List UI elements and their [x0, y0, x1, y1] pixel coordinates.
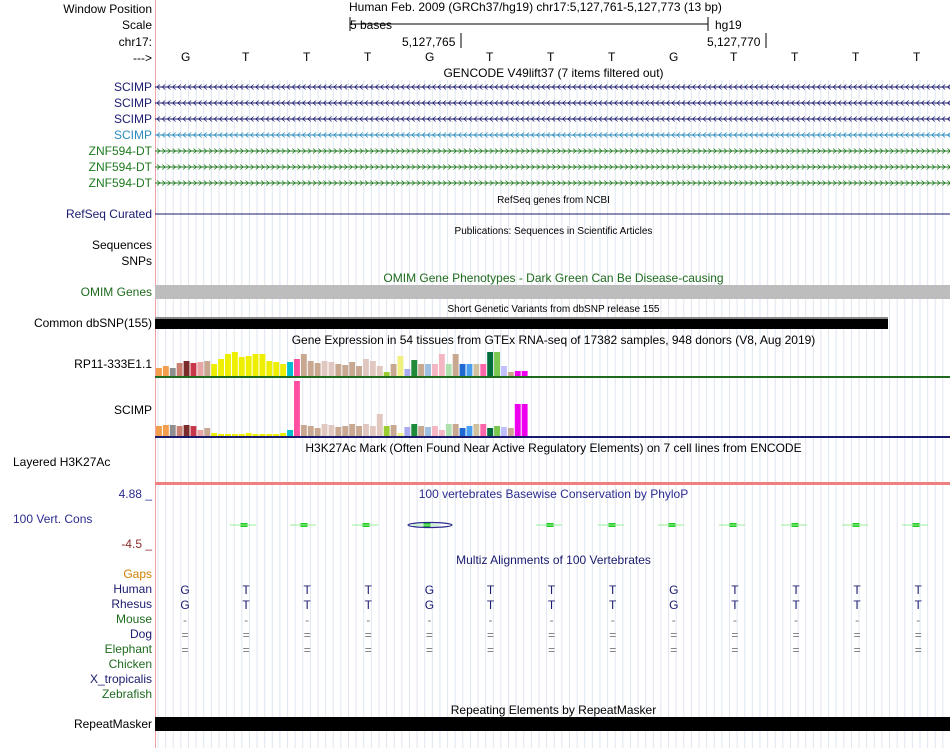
track-label-sequences[interactable]: Sequences [91, 238, 152, 252]
base-letter: T [303, 50, 311, 64]
alignment-char: - [794, 613, 798, 627]
track-label-gtex-gene2[interactable]: SCIMP [113, 403, 152, 417]
alignment-char: T [364, 598, 372, 612]
alignment-char: T [303, 598, 311, 612]
gtex-bar-rp11 [418, 364, 424, 376]
alignment-char: = [486, 628, 495, 642]
gtex-bar-rp11 [266, 361, 272, 376]
species-label-chicken[interactable]: Chicken [108, 657, 152, 671]
species-label-rhesus[interactable]: Rhesus [111, 597, 152, 611]
repeatmasker-bar [155, 717, 950, 731]
gtex-bar-scimp [322, 424, 328, 436]
gtex-bar-scimp [329, 425, 335, 436]
alignment-char: - [183, 613, 187, 627]
gtex-bar-scimp [370, 426, 376, 436]
alignment-char: T [242, 583, 250, 597]
gtex-bar-scimp [432, 426, 438, 436]
base-letter: T [547, 50, 555, 64]
gtex-bar-scimp [473, 424, 479, 436]
alignment-char: = [548, 628, 556, 642]
track-label-gaps: Gaps [123, 567, 152, 581]
scale-text: 5 bases [350, 18, 393, 32]
phylop-max-label: 4.88 _ [118, 487, 152, 501]
alignment-char: G [424, 583, 435, 597]
alignment-char: T [609, 598, 617, 612]
alignment-char: = [792, 628, 800, 642]
track-label-gencode-6[interactable]: ZNF594-DT [88, 160, 152, 174]
alignment-char: = [914, 628, 922, 642]
alignment-char: - [305, 613, 310, 627]
gtex-bar-rp11 [211, 364, 217, 376]
gtex-bar-rp11 [515, 371, 521, 376]
alignment-char: = [242, 628, 250, 642]
scale-label: Scale [121, 18, 152, 32]
gtex-bar-rp11 [335, 364, 341, 376]
alignment-char: = [425, 643, 433, 657]
gtex-bar-rp11 [163, 366, 169, 376]
alignment-char: T [914, 583, 922, 597]
gtex-bar-scimp [197, 430, 203, 436]
gtex-bar-rp11 [329, 362, 335, 376]
species-label-mouse[interactable]: Mouse [115, 612, 152, 626]
gtex-bar-scimp [287, 430, 293, 436]
gtex-bar-scimp [391, 425, 397, 436]
alignment-char: - [366, 613, 371, 627]
gtex-bar-rp11 [467, 364, 473, 376]
alignment-char: = [303, 628, 311, 642]
gtex-bar-scimp [522, 404, 528, 436]
gtex-bar-rp11 [425, 364, 431, 376]
gtex-bar-scimp [439, 430, 445, 436]
alignment-char: T [792, 598, 800, 612]
gtex-bar-rp11 [225, 354, 231, 376]
gtex-bar-scimp [356, 426, 362, 436]
gtex-bar-rp11 [301, 354, 307, 376]
gtex-bar-rp11 [404, 369, 410, 376]
gtex-bar-scimp [280, 433, 286, 436]
gtex-bar-rp11 [260, 354, 266, 376]
alignment-char: = [792, 643, 800, 657]
base-letter: T [364, 50, 372, 64]
alignment-char: T [242, 598, 250, 612]
alignment-char: - [732, 613, 737, 627]
species-label-human[interactable]: Human [113, 582, 152, 596]
gtex-bar-scimp [177, 426, 183, 436]
alignment-char: = [731, 628, 739, 642]
alignment-char: T [364, 583, 372, 597]
base-letter: T [730, 50, 738, 64]
repeatmasker-title: Repeating Elements by RepeatMasker [450, 703, 657, 717]
gtex-bar-scimp [211, 433, 217, 436]
base-letter: T [486, 50, 494, 64]
alignment-char: T [792, 583, 800, 597]
gtex-bar-rp11 [411, 360, 417, 376]
species-label-dog[interactable]: Dog [129, 627, 152, 641]
publications-title: Publications: Sequences in Scientific Articles [454, 226, 653, 237]
phylop-title: 100 vertebrates Basewise Conservation by PhyloP [418, 487, 689, 501]
gtex-bar-rp11 [246, 356, 252, 376]
alignment-char: = [609, 643, 617, 657]
gtex-bar-scimp [508, 428, 514, 436]
track-label-dbsnp[interactable]: Common dbSNP(155) [33, 316, 152, 330]
alignment-char: - [610, 613, 615, 627]
alignment-char: T [914, 598, 922, 612]
track-label-gencode-1[interactable]: SCIMP [113, 80, 152, 94]
gtex-bar-rp11 [384, 372, 390, 376]
gtex-bar-rp11 [342, 365, 348, 376]
alignment-char: G [180, 598, 190, 612]
alignment-char: T [486, 583, 495, 597]
omim-bar [155, 285, 950, 299]
alignment-char: T [853, 583, 861, 597]
alignment-char: - [671, 613, 676, 627]
gtex-bar-scimp [308, 426, 314, 436]
alignment-char: - [488, 613, 493, 627]
base-letter: T [913, 50, 921, 64]
browser-image-area[interactable] [155, 0, 950, 748]
gtex-bar-rp11 [398, 356, 404, 376]
gtex-bar-rp11 [349, 362, 355, 376]
gtex-bar-rp11 [170, 368, 176, 376]
alignment-char: T [547, 598, 556, 612]
gtex-bar-rp11 [460, 364, 466, 376]
gtex-bar-scimp [494, 426, 500, 436]
alignment-char: = [303, 643, 311, 657]
gtex-bar-rp11 [197, 362, 203, 376]
gtex-bar-scimp [404, 427, 410, 436]
omim-title: OMIM Gene Phenotypes - Dark Green Can Be Disease-causing [383, 271, 724, 285]
gtex-bar-scimp [467, 426, 473, 436]
alignment-char: G [424, 598, 435, 612]
gtex-bar-scimp [170, 425, 176, 436]
track-label-snps[interactable]: SNPs [121, 254, 152, 268]
gtex-bar-scimp [515, 404, 521, 436]
base-letter: T [608, 50, 616, 64]
gtex-bar-scimp [363, 424, 369, 436]
gtex-bar-scimp [349, 424, 355, 436]
alignment-char: = [242, 643, 250, 657]
alignment-char: = [731, 643, 739, 657]
gtex-bar-scimp [501, 427, 507, 436]
gtex-bar-scimp [335, 427, 341, 436]
gtex-bar-rp11 [287, 362, 293, 376]
alignment-char: = [914, 643, 922, 657]
gtex-bar-scimp [266, 434, 272, 436]
alignment-char: - [427, 613, 432, 627]
track-label-refseq[interactable]: RefSeq Curated [65, 207, 152, 221]
alignment-char: = [853, 643, 861, 657]
gtex-bar-rp11 [322, 361, 328, 376]
window-position-label: Window Position [63, 2, 152, 16]
gtex-bar-scimp [418, 426, 424, 436]
gtex-bar-scimp [232, 434, 238, 436]
gtex-bar-scimp [460, 428, 466, 436]
gtex-bar-scimp [446, 424, 452, 436]
alignment-char: = [181, 628, 189, 642]
track-label-repeatmasker[interactable]: RepeatMasker [73, 717, 152, 731]
track-label-gencode-3[interactable]: SCIMP [113, 112, 152, 126]
gtex-bar-rp11 [156, 368, 162, 376]
gtex-bar-rp11 [501, 366, 507, 376]
alignment-char: = [181, 643, 189, 657]
gtex-bar-rp11 [280, 364, 286, 376]
track-label-omim[interactable]: OMIM Genes [80, 285, 152, 299]
dbsnp-title: Short Genetic Variants from dbSNP release 155 [447, 304, 660, 315]
gtex-bar-rp11 [253, 354, 259, 376]
base-letter: G [669, 50, 679, 64]
alignment-char: T [609, 583, 617, 597]
gtex-bar-rp11 [508, 372, 514, 376]
gtex-bar-scimp [191, 426, 197, 436]
alignment-char: = [425, 628, 433, 642]
gtex-bar-rp11 [315, 363, 321, 376]
alignment-char: = [364, 643, 372, 657]
chrom-label: chr17: [118, 35, 152, 49]
alignment-char: - [244, 613, 249, 627]
gtex-title: Gene Expression in 54 tissues from GTEx RNA-seq of 17382 samples, 948 donors (V8, Aug 2019) [291, 333, 816, 347]
gtex-bar-rp11 [377, 366, 383, 376]
gtex-bar-scimp [239, 434, 245, 436]
track-graphics [155, 0, 950, 748]
track-label-gencode-4[interactable]: SCIMP [113, 128, 152, 142]
gtex-bar-scimp [398, 433, 404, 436]
gtex-bar-scimp [204, 428, 210, 436]
gtex-bar-scimp [487, 428, 493, 436]
track-label-phylop[interactable]: 100 Vert. Cons [13, 512, 93, 526]
gtex-bar-scimp [246, 433, 252, 436]
track-label-gencode-5[interactable]: ZNF594-DT [88, 144, 152, 158]
alignment-char: = [670, 643, 678, 657]
gtex-bar-scimp [384, 426, 390, 436]
track-label-gtex-gene1[interactable]: RP11-333E1.1 [74, 357, 152, 371]
species-label-elephant[interactable]: Elephant [104, 642, 152, 656]
alignment-char: = [486, 643, 495, 657]
gtex-bar-scimp [156, 426, 162, 436]
gtex-bar-rp11 [232, 352, 238, 376]
gtex-bar-rp11 [273, 362, 279, 376]
phylop-min-label: -4.5 _ [121, 537, 152, 551]
alignment-char: - [916, 613, 921, 627]
gtex-bar-rp11 [391, 364, 397, 376]
gtex-bar-rp11 [522, 371, 528, 376]
gtex-bar-scimp [411, 424, 417, 436]
gtex-bar-rp11 [439, 354, 445, 376]
base-letter: T [791, 50, 799, 64]
alignment-char: G [180, 583, 190, 597]
alignment-char: = [548, 643, 556, 657]
alignment-char: = [670, 628, 678, 642]
gtex-bar-scimp [480, 424, 486, 436]
gtex-bar-scimp [218, 434, 224, 436]
gtex-bar-scimp [315, 428, 321, 436]
gtex-bar-rp11 [184, 361, 190, 376]
h3k27ac-bar [155, 482, 950, 485]
alignment-char: = [364, 628, 372, 642]
refseq-title: RefSeq genes from NCBI [497, 195, 610, 206]
gtex-bar-scimp [253, 434, 259, 436]
gtex-bar-scimp [184, 425, 190, 436]
alignment-char: - [855, 613, 860, 627]
gtex-bar-scimp [260, 434, 266, 436]
species-label-zebrafish[interactable]: Zebrafish [101, 687, 152, 701]
gtex-bar-scimp [163, 425, 169, 436]
alignment-char: T [731, 583, 739, 597]
gtex-bar-rp11 [308, 361, 314, 376]
base-letter: G [425, 50, 435, 64]
alignment-char: T [547, 583, 556, 597]
gtex-bar-scimp [301, 425, 307, 436]
base-letter: G [181, 50, 191, 64]
alignment-char: = [853, 628, 861, 642]
alignment-char: G [669, 583, 679, 597]
gtex-bar-rp11 [432, 364, 438, 376]
gtex-bar-rp11 [363, 359, 369, 376]
gtex-bar-scimp [294, 381, 300, 436]
alignment-char: G [669, 598, 679, 612]
dbsnp-bar-top [155, 317, 888, 319]
gtex-bar-rp11 [294, 359, 300, 376]
gtex-bar-scimp [342, 426, 348, 436]
gtex-bar-rp11 [494, 352, 500, 376]
multiz-title: Multiz Alignments of 100 Vertebrates [456, 553, 651, 567]
alignment-char: T [853, 598, 861, 612]
gtex-bar-scimp [425, 427, 431, 436]
gtex-bar-rp11 [356, 366, 362, 376]
gtex-bar-scimp [453, 424, 459, 436]
assembly-position: Human Feb. 2009 (GRCh37/hg19) chr17:5,127,761-5,127,773 (13 bp) [349, 0, 722, 14]
h3k27ac-title: H3K27Ac Mark (Often Found Near Active Regulatory Elements) on 7 cell lines from ENCODE [305, 441, 802, 455]
gtex-bar-scimp [377, 414, 383, 436]
gencode-title: GENCODE V49lift37 (7 items filtered out) [443, 66, 664, 80]
gtex-bar-rp11 [473, 364, 479, 376]
track-label-gencode-2[interactable]: SCIMP [113, 96, 152, 110]
track-label-h3k27ac[interactable]: Layered H3K27Ac [13, 455, 111, 469]
gtex-bar-rp11 [453, 354, 459, 376]
alignment-char: T [731, 598, 739, 612]
gtex-bar-rp11 [239, 357, 245, 376]
alignment-char: - [549, 613, 554, 627]
coord-left: 5,127,765 [402, 35, 456, 49]
gtex-bar-rp11 [191, 363, 197, 376]
alignment-char: = [609, 628, 617, 642]
gtex-bar-rp11 [218, 359, 224, 376]
gtex-bar-scimp [225, 434, 231, 436]
scale-assembly: hg19 [715, 18, 742, 32]
gtex-bar-rp11 [480, 364, 486, 376]
gtex-bar-rp11 [204, 361, 210, 376]
coord-right: 5,127,770 [707, 35, 761, 49]
strand-label: ---> [133, 51, 152, 65]
alignment-char: T [303, 583, 311, 597]
base-letter: T [852, 50, 860, 64]
gtex-bar-rp11 [487, 352, 493, 376]
gtex-bar-scimp [273, 434, 279, 436]
gtex-bar-rp11 [177, 363, 183, 376]
gtex-bar-rp11 [370, 361, 376, 376]
gtex-bar-rp11 [446, 364, 452, 376]
track-label-gencode-7[interactable]: ZNF594-DT [88, 176, 152, 190]
alignment-char: T [486, 598, 495, 612]
species-label-x_tropicalis[interactable]: X_tropicalis [89, 672, 152, 686]
base-letter: T [242, 50, 250, 64]
